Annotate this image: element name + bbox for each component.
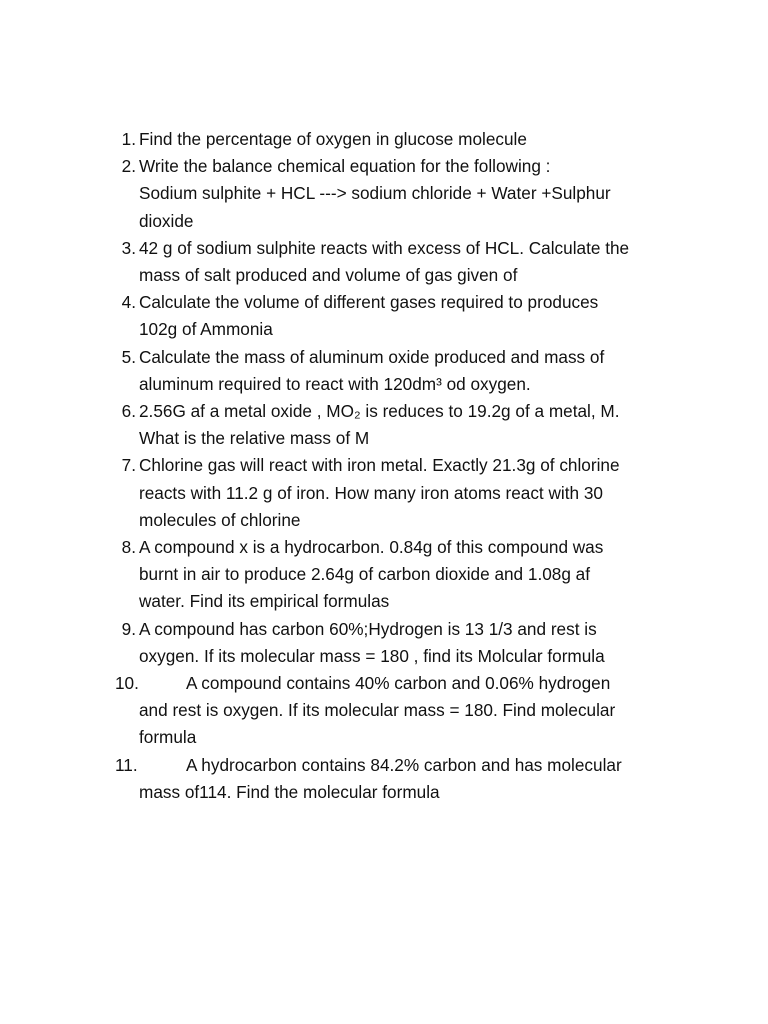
question-text-line: dioxide (139, 210, 194, 231)
question-text-line: 42 g of sodium sulphite reacts with excess of HCL. Calculate the (139, 237, 630, 258)
question-text-line: reacts with 11.2 g of iron. How many iron atoms react with 30 (139, 482, 603, 503)
question-text-line: formula (139, 727, 197, 748)
question-text-line: aluminum required to react with 120dm³ od oxygen. (139, 373, 531, 394)
question-item-6 (110, 398, 680, 452)
question-number: 10. (115, 673, 139, 694)
question-number: 11. (115, 754, 138, 775)
question-text-line: Chlorine gas will react with iron metal. Exactly 21.3g of chlorine (139, 455, 620, 476)
question-text-line: 102g of Ammonia (139, 319, 273, 340)
question-text-line: A hydrocarbon contains 84.2% carbon and has molecular (186, 754, 622, 775)
question-text-line: A compound contains 40% carbon and 0.06% hydrogen (186, 673, 611, 694)
question-text-line: Calculate the volume of different gases required to produces (139, 292, 599, 313)
question-list (110, 126, 680, 806)
question-text-line: and rest is oxygen. If its molecular mass = 180. Find molecular (139, 700, 616, 721)
question-text-line: A compound x is a hydrocarbon. 0.84g of this compound was (139, 537, 604, 558)
question-text-line: mass of salt produced and volume of gas given of (139, 265, 518, 286)
question-number: 9. (121, 618, 136, 639)
question-item-8 (110, 534, 680, 616)
question-item-9 (110, 616, 680, 670)
question-number: 5. (121, 346, 136, 367)
question-item-7 (110, 452, 680, 534)
question-text-line: A compound has carbon 60%;Hydrogen is 13 1/3 and rest is (139, 618, 597, 639)
question-text-line: molecules of chlorine (139, 509, 301, 530)
question-item-5 (110, 344, 680, 398)
question-number: 7. (121, 455, 136, 476)
question-number: 1. (121, 129, 136, 149)
question-text-line: mass of114. Find the molecular formula (139, 781, 440, 802)
question-number: 8. (121, 537, 136, 558)
question-number: 2. (121, 156, 136, 177)
question-item-1 (110, 126, 680, 153)
question-item-10 (110, 670, 680, 752)
question-text-line: Write the balance chemical equation for the following : (139, 156, 551, 177)
question-text-line: 2.56G af a metal oxide , MO₂ is reduces to 19.2g of a metal, M. (139, 401, 620, 422)
question-text-line: What is the relative mass of M (139, 428, 370, 449)
question-text-line: oxygen. If its molecular mass = 180 , find its Molcular formula (139, 645, 605, 666)
question-item-3 (110, 235, 680, 289)
question-text-line: Calculate the mass of aluminum oxide produced and mass of (139, 346, 605, 367)
question-text-line: burnt in air to produce 2.64g of carbon dioxide and 1.08g af (139, 564, 591, 585)
question-item-2 (110, 153, 680, 235)
question-number: 4. (121, 292, 136, 313)
question-number: 6. (121, 401, 136, 422)
question-text-line: Find the percentage of oxygen in glucose molecule (139, 129, 527, 149)
question-item-4 (110, 289, 680, 343)
question-number: 3. (121, 237, 136, 258)
question-text-line: water. Find its empirical formulas (139, 591, 390, 612)
question-item-11 (110, 752, 680, 806)
question-text-line: Sodium sulphite + HCL ---> sodium chloride + Water +Sulphur (139, 183, 611, 204)
